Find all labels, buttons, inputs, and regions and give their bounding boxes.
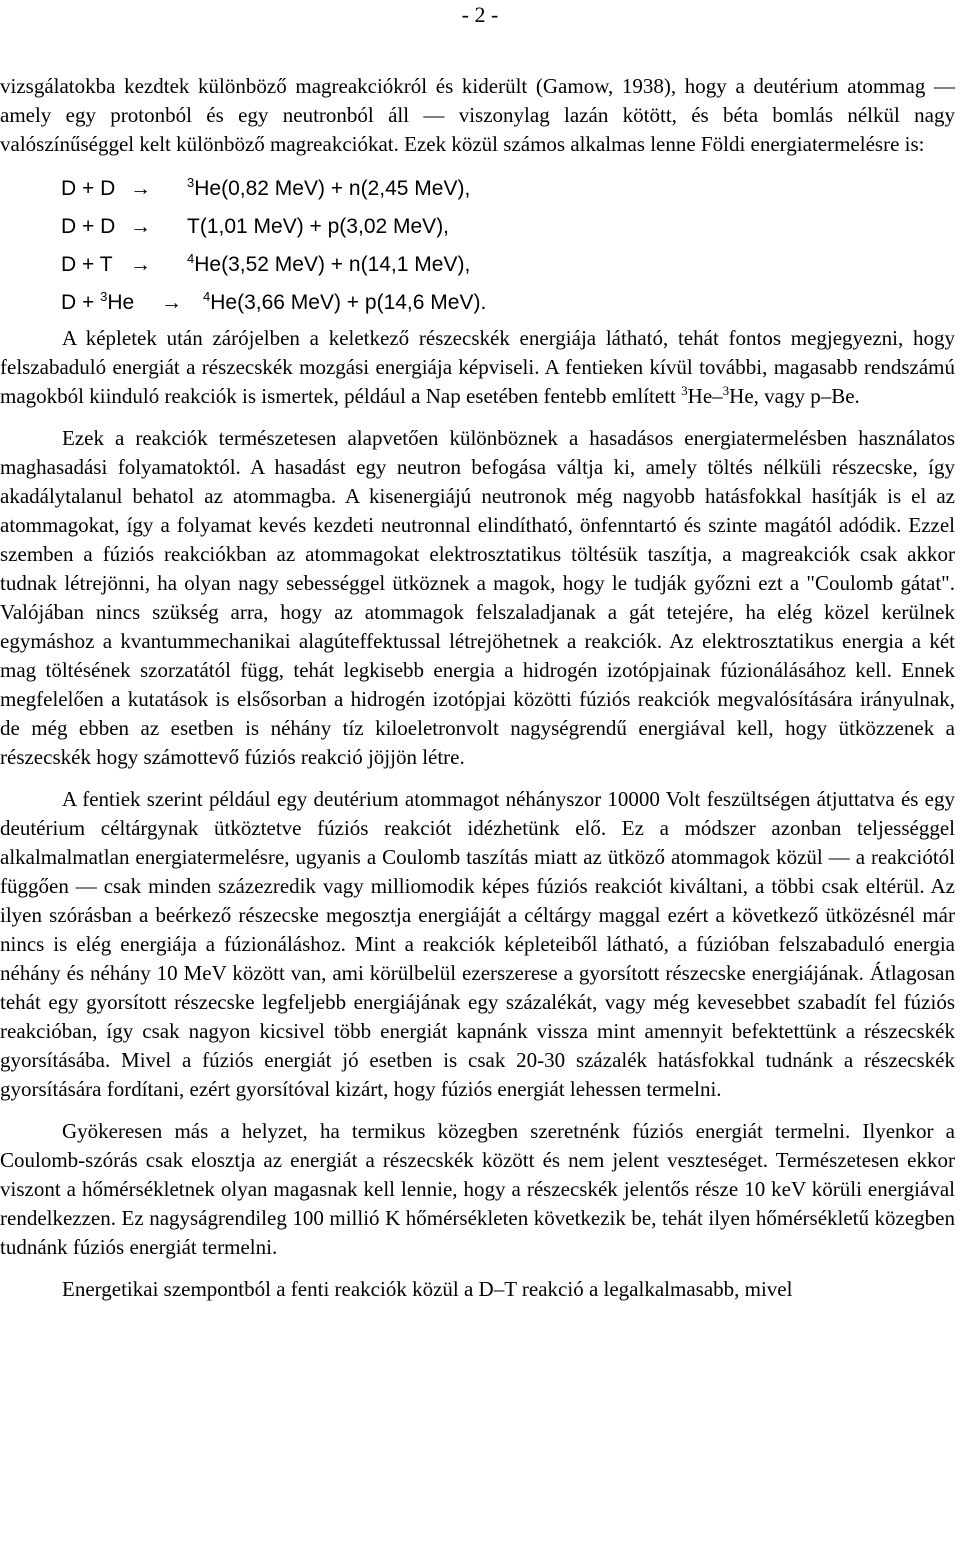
reaction-4-mass-number: 4 xyxy=(203,289,211,305)
reaction-3-lhs: D + T xyxy=(61,253,113,276)
arrow-icon: → xyxy=(130,177,151,200)
paragraph-1: vizsgálatokba kezdtek különböző magreakciókról és kiderült (Gamow, 1938), hogy a deutérium atommag — amely egy protonból és egy neutronból áll — viszonylag lazán kötött, és béta bomlás nélkül nagy valószínűséggel kelt különböző magreakciókat. Ezek közül számos alkalmas lenne Földi energiatermelésre is: xyxy=(0,74,955,156)
reaction-4-lhs-start: D + xyxy=(61,291,101,314)
document-body xyxy=(0,72,955,1304)
arrow-icon: → xyxy=(161,291,182,314)
reaction-3-mass-number: 4 xyxy=(187,251,195,267)
paragraph-2-mid: He– xyxy=(687,384,723,408)
reaction-2-lhs: D + D xyxy=(61,215,116,238)
reaction-1-mass-number: 3 xyxy=(187,175,195,191)
reaction-3 xyxy=(0,245,955,283)
reaction-list xyxy=(0,169,955,321)
reaction-4-lhs-end: He xyxy=(107,291,135,314)
reaction-2-products: T(1,01 MeV) + p(3,02 MeV), xyxy=(187,215,450,238)
paragraph-2-sup-b: 3 xyxy=(722,383,730,399)
paragraph-5: Gyökeresen más a helyzet, ha termikus közegben szeretnénk fúziós energiát termelni. Ilyenkor a Coulomb-szórás csak elosztja az energiát a részecskék között és nem jelent veszteséget. Természetesen ekkor viszont a hőmérsékletnek olyan magasnak kell lennie, hogy a részecskék jelentős része 10 keV körüli energiával rendelkezzen. Ez nagyságrendileg 100 millió K hőmérsékleten következik be, tehát ilyen hőmérsékletű közegben tudnánk fúziós energiát termelni. xyxy=(0,1119,955,1259)
paragraph-4: A fentiek szerint például egy deutérium atommagot néhányszor 10000 Volt feszültségen átjuttatva és egy deutérium céltárgynak ütköztetve fúziós reakciót idézhetünk elő. Ez a módszer azonban teljességgel alkalmalmatlan energiatermelésre, ugyanis a Coulomb taszítás miatt az ütköző atommagok közül — a reakciótól függően — csak minden százezredik vagy milliomodik képes fúziós reakciót kiváltani, a többi csak eltérül. Az ilyen szórásban a beérkező részecske megosztja energiáját a céltárgy maggal ezért a következő ütközésnél már nincs is elég energiája a fúzionáláshoz. Mint a reakciók képleteiből látható, a fúzióban felszabaduló energia néhány és néhány 10 MeV között van, ami körülbelül ezerszerese a gyorsított részecske energiájának. Átlagosan tehát egy gyorsított részecske legfeljebb energiájának egy százalékát, vagy még kevesebbet szabadít fel fúziós reakcióban, így csak nagyon kicsivel több energiát kapnánk vissza mint amennyit befektettünk a részecskék gyorsításába. Mivel a fúziós energiát jó esetben is csak 20-30 százalék hatásfokkal tudnánk a részecskék gyorsítására fordítani, ezért gyorsítóval kizárt, hogy fúziós energiát lehessen termelni. xyxy=(0,787,955,1101)
reaction-4-products: He(3,66 MeV) + p(14,6 MeV). xyxy=(210,291,487,314)
reaction-4-lhs xyxy=(61,291,134,315)
reaction-2 xyxy=(0,207,955,245)
reaction-4-rhs xyxy=(203,291,486,315)
reaction-4 xyxy=(0,283,955,321)
paragraph-6: Energetikai szempontból a fenti reakciók közül a D–T reakció a legalkalmasabb, mivel xyxy=(62,1277,793,1301)
reaction-4-lhs-mass-number: 3 xyxy=(100,289,108,305)
page-number: - 2 - xyxy=(461,2,499,27)
arrow-icon: → xyxy=(130,215,151,238)
arrow-icon: → xyxy=(130,253,151,276)
reaction-3-rhs xyxy=(187,253,470,277)
reaction-2-rhs xyxy=(187,215,449,239)
paragraph-2-sup-a: 3 xyxy=(681,383,688,399)
paragraph-2-text: A képletek után zárójelben a keletkező részecskék energiája látható, tehát fontos megjegyezni, hogy felszabaduló energiát a részecskék mozgási energiája képviseli. A fentieken kívül további, magasabb rendszámú magokból kiinduló reakciók is ismertek, például a Nap esetében fentebb említett xyxy=(0,326,955,408)
reaction-1-products: He(0,82 MeV) + n(2,45 MeV), xyxy=(194,177,471,200)
paragraph-2-end: He, vagy p–Be. xyxy=(729,384,860,408)
reaction-1 xyxy=(0,169,955,207)
paragraph-2 xyxy=(0,324,955,411)
reaction-1-lhs: D + D xyxy=(61,177,116,200)
reaction-3-products: He(3,52 MeV) + n(14,1 MeV), xyxy=(194,253,471,276)
reaction-1-rhs xyxy=(187,177,470,201)
paragraph-3: Ezek a reakciók természetesen alapvetően különböznek a hasadásos energiatermelésben használatos maghasadási folyamatoktól. A hasadást egy neutron befogása váltja ki, amely töltés nélküli részecske, így akadálytalanul behatol az atommagba. A kisenergiájú neutronok még nagyobb hatásfokkal hasítják is el az atommagokat, így a folyamat kevés kezdeti neutronnal elindítható, önfenntartó és szinte magától adódik. Ezzel szemben a fúziós reakciókban az atommagokat elektrosztatikus töltésük taszítja, a magreakciók csak akkor tudnak létrejönni, ha olyan nagy sebességgel ütköznek a magok, hogy le tudják győzni ezt a "Coulomb gátat". Valójában nincs szükség arra, hogy az atommagok felszaladjanak a gát tetejére, ha elég közel kerülnek egymáshoz a kvantummechanikai alagúteffektussal létrejöhetnek a reakciók. Az elektrosztatikus energia a két mag töltésének szorzatától függ, tehát legkisebb energia a hidrogén izotópjainak fúzionálásához kell. Ennek megfelelően a kutatások is elsősorban a hidrogén izotópjai közötti fúziós reakciók megvalósítására irányulnak, de még ebben az esetben is néhány tíz kiloeletronvolt nagységrendű energiával kell, hogy ütközzenek a részecskék hogy számottevő fúziós reakció jöjjön létre. xyxy=(0,426,955,769)
